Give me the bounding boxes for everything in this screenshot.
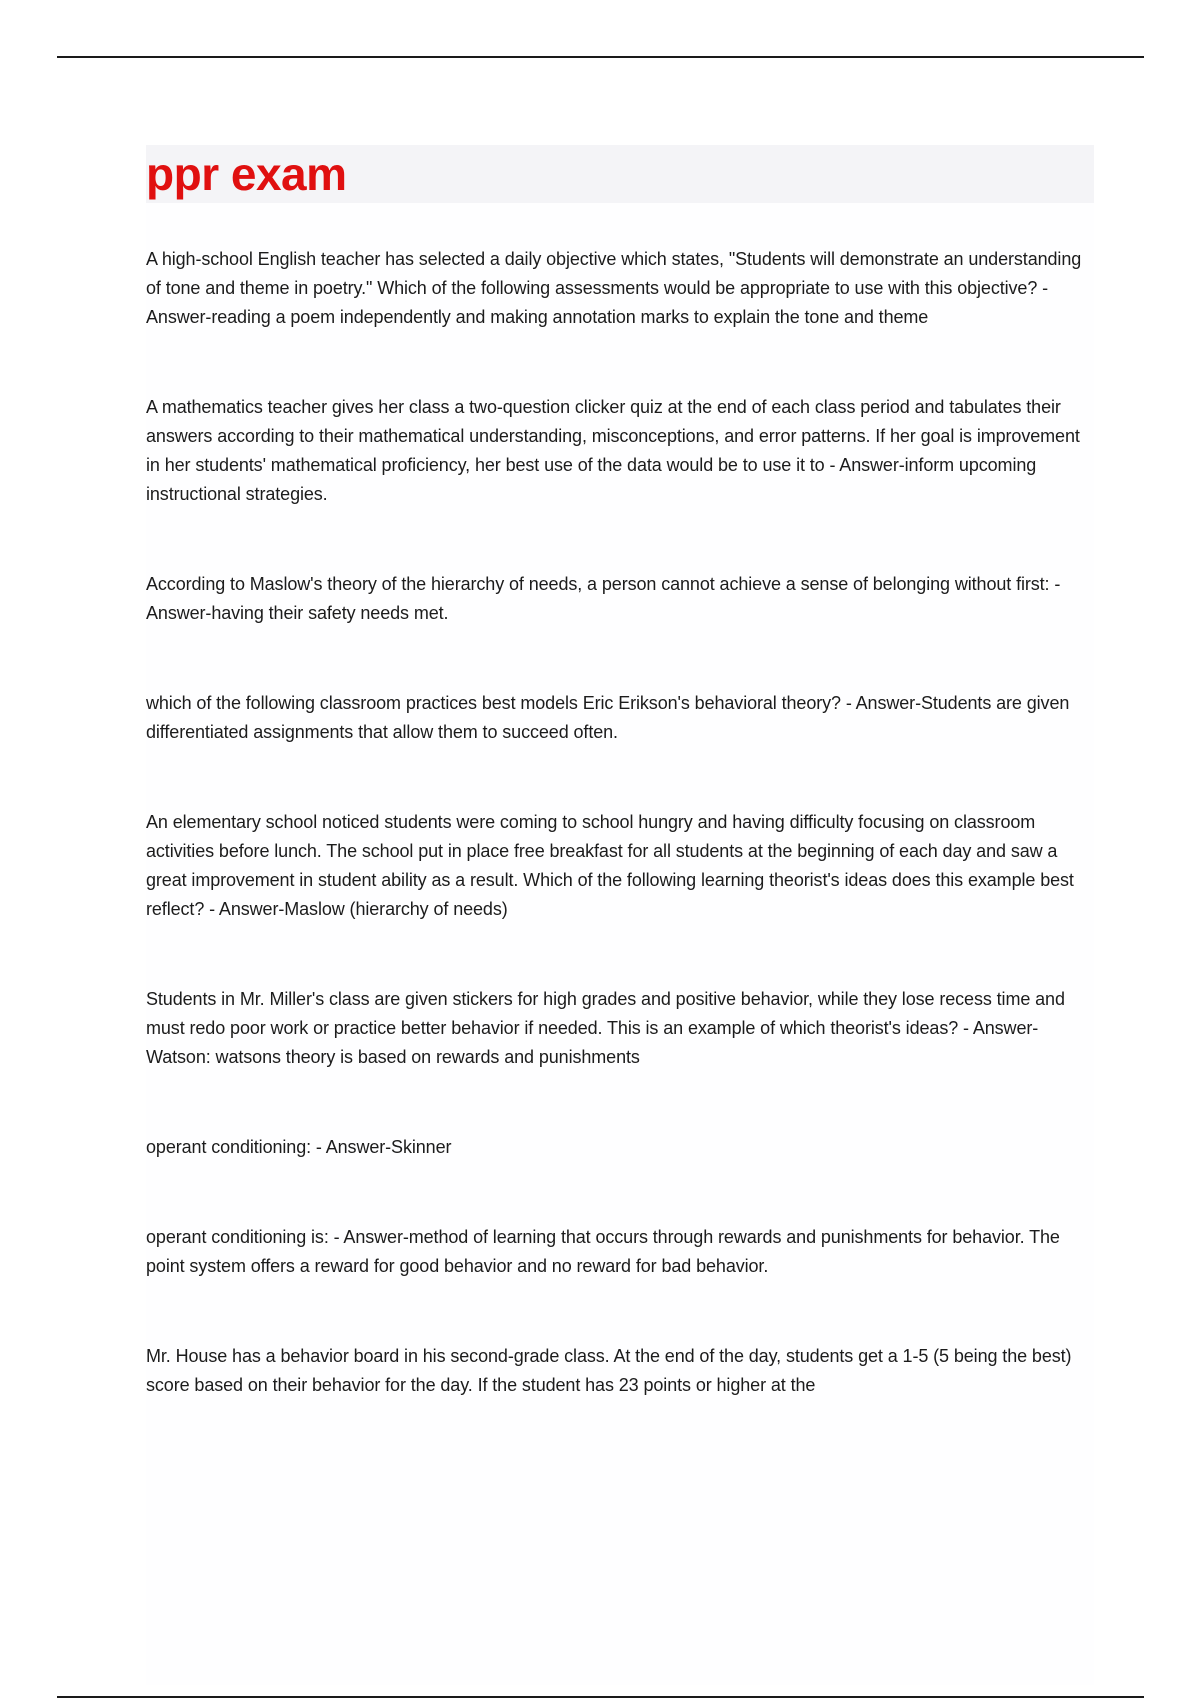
qa-item (146, 689, 1094, 747)
qa-text: operant conditioning is: - Answer-method of learning that occurs through rewards and punishments for behavior. The point system offers a reward for good behavior and no reward for bad behavior. (146, 1227, 1060, 1276)
qa-text: which of the following classroom practices best models Eric Erikson's behavioral theory? - Answer-Students are given differentiated assignments that allow them to succeed often. (146, 693, 1070, 742)
qa-item (146, 1133, 1094, 1162)
qa-text: An elementary school noticed students were coming to school hungry and having difficulty focusing on classroom activities before lunch. The school put in place free breakfast for all students at the beginning of each day and saw a great improvement in student ability as a result. Which of the following learning theorist's ideas does this example best reflect? - Answer-Maslow (hierarchy of needs) (146, 812, 1074, 919)
qa-item (146, 985, 1094, 1072)
qa-item (146, 245, 1094, 332)
question-answer-list (146, 245, 1094, 1461)
footer-rule (57, 1696, 1144, 1698)
qa-text: Mr. House has a behavior board in his second-grade class. At the end of the day, students get a 1-5 (5 being the best) score based on their behavior for the day. If the student has 23 points or higher at the (146, 1346, 1072, 1395)
document-body (146, 145, 1094, 1685)
qa-text: Students in Mr. Miller's class are given stickers for high grades and positive behavior, while they lose recess time and must redo poor work or practice better behavior if needed. This is an example of which theorist's ideas? - Answer-Watson: watsons theory is based on rewards and punishments (146, 989, 1065, 1067)
header-rule (57, 56, 1144, 58)
qa-item (146, 570, 1094, 628)
qa-text: A high-school English teacher has selected a daily objective which states, "Students will demonstrate an understanding of tone and theme in poetry." Which of the following assessments would be appropriate to use with this objective? - Answer-reading a poem independently and making annotation marks to explain the tone and theme (146, 249, 1082, 327)
qa-item (146, 808, 1094, 924)
document-title: ppr exam (146, 148, 347, 200)
qa-item (146, 1223, 1094, 1281)
qa-item (146, 1342, 1094, 1400)
qa-text: A mathematics teacher gives her class a two-question clicker quiz at the end of each class period and tabulates their answers according to their mathematical understanding, misconceptions, and error patterns. If her goal is improvement in her students' mathematical proficiency, her best use of the data would be to use it to - Answer-inform upcoming instructional strategies. (146, 397, 1080, 504)
title-bar (146, 145, 1094, 203)
qa-text: operant conditioning: - Answer-Skinner (146, 1137, 452, 1157)
qa-item (146, 393, 1094, 509)
qa-text: According to Maslow's theory of the hierarchy of needs, a person cannot achieve a sense of belonging without first: - Answer-having their safety needs met. (146, 574, 1061, 623)
